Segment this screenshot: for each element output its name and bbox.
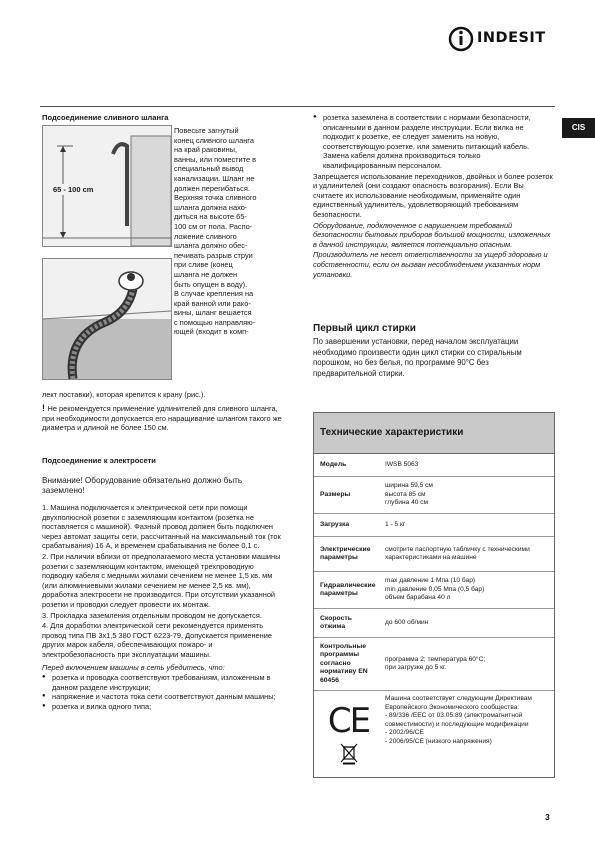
- spec-value: 1 - 5 кг: [385, 520, 406, 528]
- electric-item: 2. При наличии вблизи от предполагаемого места установки машины розетки с заземляющим контактом, имеющей трехпроводную подводку кабеля с медными жилами сечением не менее 1,5 кв. мм (или алюминиевыми жилами сечением не менее 2,5 кв. мм), доработка электросети не производится. При отсутствии указанной розетки и проводки следует провести их монтаж.: [42, 551, 281, 609]
- drain-line: с помощью направляю-: [174, 317, 256, 327]
- hose-guide-figure: [42, 258, 172, 380]
- spec-value: IWSB 5063: [385, 460, 419, 468]
- spec-label: Скорость отжима: [320, 614, 352, 630]
- spec-row: [314, 638, 554, 691]
- check-item: ● розетка и проводка соответствуют требованиям, изложенным в данном разделе инструкции;: [42, 673, 287, 692]
- drain-line: шланга должна нахо-: [174, 202, 248, 212]
- brand-name: INDESIT: [477, 30, 546, 46]
- danger-note: Оборудование, подключенное с нарушением требований безопасности бытовых приборов большой мощности, изложенных в данной инструкции, является потенциально опасным.: [313, 220, 551, 249]
- drain-line: на край раковины,: [174, 145, 238, 155]
- spec-row: [314, 572, 554, 609]
- drain-line: Повесьте загнутый: [174, 126, 239, 135]
- ce-text: Машина соответствует следующим Директивам Европейского Экономического сообщества: - 89/336 /EEC от 03.05.89 (электромагнитной совместимости) и последующие модификации - 2002/96/CE - 2006/95/CE (низкого напряжения): [385, 695, 532, 745]
- spec-value: ширина 59,5 см высота 85 см глубина 40 см: [385, 482, 433, 507]
- spec-row: [314, 537, 554, 572]
- drain-text-end: лект поставки), которая крепится к крану (рис.).: [42, 390, 206, 399]
- ce-marks: [314, 691, 381, 777]
- drain-line: край ванной или рако-: [174, 298, 251, 308]
- drain-line: при сливе (конец: [174, 260, 233, 270]
- specs-table: [313, 412, 555, 778]
- drain-line: шланга не должен: [174, 269, 238, 279]
- drain-line: шланга должно обес-: [174, 241, 248, 251]
- drain-line: печивать разрыв струи: [174, 250, 253, 260]
- language-tab: CIS: [562, 118, 595, 138]
- drain-line: ванны, или поместите в: [174, 154, 257, 164]
- drain-line: канализации. Шланг не: [174, 173, 255, 183]
- drain-line: ющей (входит в комп-: [174, 327, 249, 337]
- height-label: 65 - 100 cm: [53, 185, 94, 194]
- drain-text: [174, 126, 284, 337]
- electric-item: 3. Прокладка заземления отдельным проводом не допускается.: [42, 610, 262, 620]
- right-column-text: [313, 113, 553, 279]
- spec-label: Модель: [320, 460, 347, 468]
- spec-label: Электрические параметры: [320, 545, 371, 561]
- spec-row: [314, 454, 554, 477]
- adapter-warning: Запрещается использование переходников, двойных и более розеток и удлинителей (они создают опасность возгорания). Если Вы считаете их использование необходимым, применяйте один единственный удлинитель, удовлетворяющий требованиям безопасности.: [313, 171, 553, 219]
- electric-items: [42, 503, 287, 711]
- liability-note: Производитель не несет ответственности за ущерб здоровью и собственности, если он вызван несоблюдением указанных норм установки.: [313, 250, 548, 279]
- specs-title: Технические характеристики: [314, 413, 554, 454]
- spec-value: смотрите паспортную табличку с техническими характеристиками на машине: [385, 545, 530, 561]
- electric-item: 4. Для доработки электрической сети рекомендуется применять провод типа ПВ 3х1,5 380 ГОСТ 6223-79. Допускается применение других марок кабеля, обеспечивающих пожаро- и электробезопасность при эксплуатации машины.: [42, 621, 272, 659]
- spec-row: [314, 477, 554, 514]
- spec-row: [314, 514, 554, 537]
- spec-label: Размеры: [320, 490, 351, 498]
- drain-height-figure: [42, 125, 172, 247]
- drain-line: 100 см от пола. Распо-: [174, 221, 253, 231]
- spec-value: max давление 1 Мпа (10 бар) min давление 0,05 Мпа (0,5 бар) объем барабана 40 л: [385, 577, 485, 602]
- drain-line: быть опущен в воду).: [174, 279, 248, 289]
- spec-label: Контрольные программы согласно нормативу EN 60456: [320, 642, 368, 684]
- brand-logo: [448, 24, 568, 54]
- spec-row: [314, 609, 554, 638]
- spec-label: Загрузка: [320, 520, 350, 528]
- warning-icon: !: [42, 403, 48, 413]
- drain-line: В случае крепления на: [174, 289, 254, 299]
- weee-bin-icon: [340, 743, 358, 765]
- brand-i-icon: [448, 24, 474, 54]
- spec-row-ce: [314, 691, 554, 777]
- header-divider: [40, 106, 555, 107]
- page-number: 3: [545, 812, 550, 822]
- electric-title: Подсоединение к электросети: [42, 456, 156, 465]
- drain-line: диться на высоте 65-: [174, 212, 247, 222]
- drain-line: специальный вывод: [174, 164, 244, 174]
- drain-line: конец сливного шланга: [174, 135, 254, 145]
- spec-value: до 600 об/мин: [385, 618, 429, 626]
- first-cycle-title: Первый цикл стирки: [313, 323, 416, 334]
- first-cycle-text: По завершении установки, перед началом эксплуатации необходимо произвести один цикл стирки со стиральным порошком, но без белья, по программе 90°С без предварительной стирки.: [313, 337, 522, 378]
- grounding-bullet: ● розетка заземлена в соответствии с нормами безопасности, описанными в данном разделе инструкции. Если вилка не подходит к розетке, ее следует заменить на новую, соответствующую розетке, или заменить питающий кабель. Замена кабеля должна производиться только квалифицированным персоналом.: [313, 113, 553, 171]
- grounding-attention: Внимание! Оборудование обязательно должно быть заземлено!: [42, 476, 243, 496]
- drain-title: Подсоединение сливного шланга: [42, 113, 169, 122]
- ce-mark: CE: [327, 701, 370, 741]
- drain-warning-text: Не рекомендуется применение удлинителей для сливного шланга, при необходимости допускается его наращивание шлангом такого же диаметра и длиной не более 150 см.: [42, 404, 282, 433]
- drain-line: ложение сливного: [174, 231, 237, 241]
- drain-line: должен перегибаться.: [174, 183, 250, 193]
- check-item: ● напряжение и частота тока сети соответствуют данным машины;: [42, 692, 287, 702]
- drain-warning: [42, 404, 287, 433]
- spec-label: Гидравлические параметры: [320, 581, 376, 597]
- check-item: ● розетка и вилка одного типа;: [42, 702, 287, 712]
- drain-line: вины, шланг вешается: [174, 308, 252, 318]
- before-title: Перед включением машины в сеть убедитесь, что:: [42, 662, 225, 672]
- spec-value: программа 2; температура 60°С; при загрузке до 5 кг.: [385, 655, 486, 671]
- drain-line: Верхняя точка сливного: [174, 193, 257, 203]
- electric-item: 1. Машина подключается к электрической сети при помощи двухполюсной розетки с заземляющим контактом (розетка не поставляется с машиной). Фазный провод должен быть подключен через автомат защиты сети, рассчитанный на максимальный ток (ток срабатывания) 16 А, и временем срабатывания не более 0,1 с.: [42, 503, 281, 551]
